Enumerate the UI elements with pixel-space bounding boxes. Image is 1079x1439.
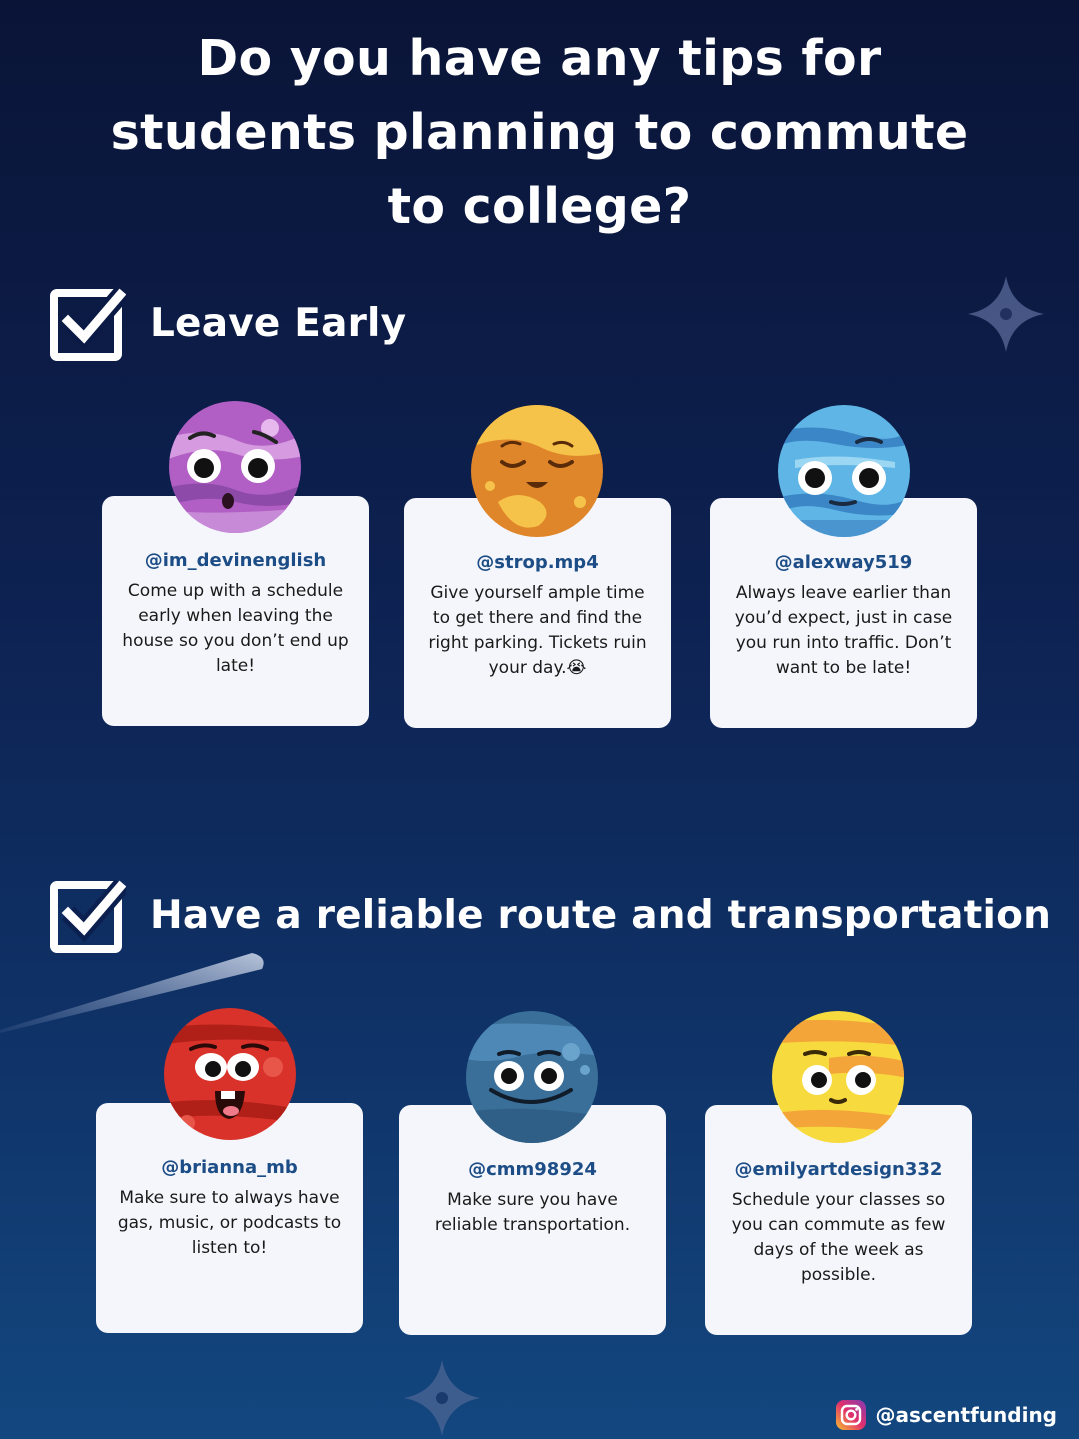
title-line-1: Do you have any tips for bbox=[197, 30, 882, 87]
user-handle: @strop.mp4 bbox=[476, 552, 599, 573]
purple-planet-icon bbox=[166, 398, 304, 536]
orange-planet-icon bbox=[468, 402, 606, 540]
section-heading-route bbox=[50, 877, 1051, 953]
section-title: Leave Early bbox=[150, 300, 407, 346]
tip-text: Always leave earlier than you’d expect, just in case you run into traffic. Don’t want to be late! bbox=[734, 583, 953, 678]
section-title: Have a reliable route and transportation bbox=[150, 892, 1052, 938]
red-planet-icon bbox=[161, 1005, 299, 1143]
tip-text: Give yourself ample time to get there and find the right parking. Tickets ruin your day.😭 bbox=[428, 583, 647, 678]
title-line-3: to college? bbox=[387, 178, 692, 235]
section-heading-leave-early bbox=[50, 285, 406, 361]
checkbox-checked-icon bbox=[50, 877, 126, 953]
user-handle: @alexway519 bbox=[774, 552, 913, 573]
instagram-handle: @ascentfunding bbox=[875, 1403, 1057, 1427]
sparkle-icon bbox=[402, 1358, 482, 1438]
user-handle: @brianna_mb bbox=[161, 1157, 298, 1178]
title-line-2: students planning to commute bbox=[110, 104, 969, 161]
yellow-planet-icon bbox=[769, 1008, 907, 1146]
user-handle: @emilyartdesign332 bbox=[734, 1159, 943, 1180]
blue-planet-icon bbox=[775, 402, 913, 540]
checkbox-checked-icon bbox=[50, 285, 126, 361]
tip-text: Make sure to always have gas, music, or podcasts to listen to! bbox=[117, 1188, 342, 1258]
sparkle-icon bbox=[966, 274, 1046, 354]
user-handle: @cmm98924 bbox=[468, 1159, 597, 1180]
page-title bbox=[0, 22, 1079, 244]
user-handle: @im_devinenglish bbox=[144, 550, 327, 571]
tip-text: Come up with a schedule early when leaving the house so you don’t end up late! bbox=[122, 581, 349, 676]
instagram-credit bbox=[835, 1399, 1057, 1431]
tip-text: Make sure you have reliable transportation. bbox=[434, 1190, 631, 1235]
tip-text: Schedule your classes so you can commute as few days of the week as possible. bbox=[731, 1190, 946, 1285]
teal-planet-icon bbox=[463, 1008, 601, 1146]
instagram-icon bbox=[835, 1399, 867, 1431]
